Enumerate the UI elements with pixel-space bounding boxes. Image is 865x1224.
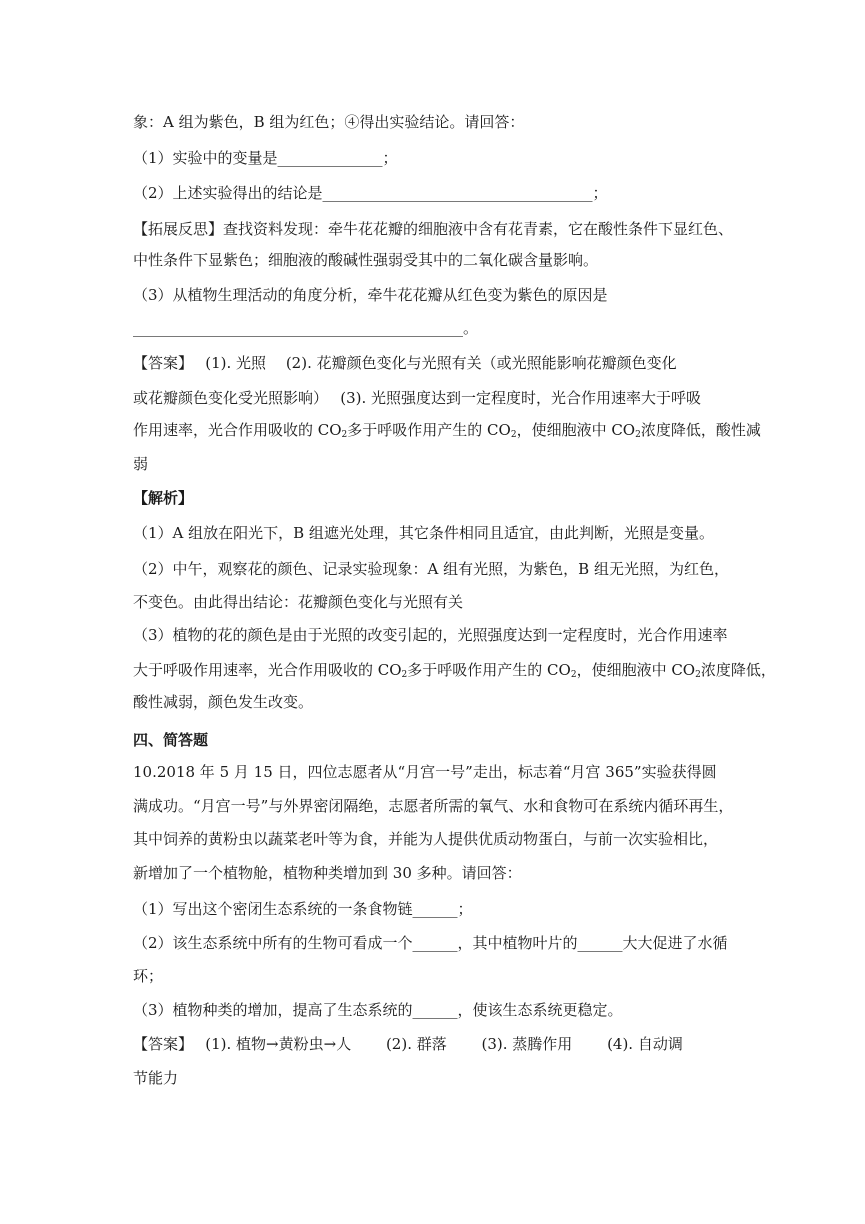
text-segment: 浓度降低， <box>700 661 776 679</box>
subscript: 2 <box>570 670 577 680</box>
answer-line: 【答案】 (1). 植物→黄粉虫→人 (2). 群落 (3). 蒸腾作用 (4). 自动调 <box>133 1035 683 1053</box>
text-segment: 浓度降低，酸性减 <box>640 421 761 439</box>
question-text: 其中饲养的黄粉虫以蔬菜老叶等为食，并能为人提供优质动物蛋白，与前一次实验相比， <box>133 830 719 848</box>
text-segment: ，使细胞液中 CO <box>576 661 696 679</box>
analysis-line: （2）中午，观察花的颜色、记录实验现象：A 组有光照，为紫色，B 组无光照，为红色， <box>133 560 729 578</box>
question-2: （2）上述实验得出的结论是____________________________________； <box>133 184 608 202</box>
sub-question-3: （3）植物种类的增加，提高了生态系统的______，使该生态系统更稳定。 <box>133 1001 623 1019</box>
text-line: 象：A 组为紫色，B 组为红色；④得出实验结论。请回答： <box>133 113 525 131</box>
answer-line: 节能力 <box>133 1069 179 1087</box>
text-segment: ，使细胞液中 CO <box>516 421 636 439</box>
text-line: 【拓展反思】查找资料发现：牵牛花花瓣的细胞液中含有花青素，它在酸性条件下显红色、 <box>133 220 734 238</box>
subscript: 2 <box>510 430 517 440</box>
question-1: （1）实验中的变量是______________； <box>133 149 398 167</box>
text-segment: 多于呼吸作用产生的 CO <box>407 661 571 679</box>
subscript: 2 <box>635 430 641 440</box>
question-text: 满成功。“月宫一号”与外界密闭隔绝，志愿者所需的氧气、水和食物可在系统内循环再生， <box>133 797 734 815</box>
subscript: 2 <box>401 670 408 680</box>
text-segment: 作用速率，光合作用吸收的 CO <box>133 421 342 439</box>
subscript: 2 <box>695 670 701 680</box>
sub-question-2: （2）该生态系统中所有的生物可看成一个______，其中植物叶片的______大大促进了水循 <box>133 934 728 952</box>
question-3: （3）从植物生理活动的角度分析，牵牛花花瓣从红色变为紫色的原因是 <box>133 286 608 304</box>
analysis-line: （3）植物的花的颜色是由于光照的改变引起的，光照强度达到一定程度时，光合作用速率 <box>133 626 728 644</box>
subscript: 2 <box>341 430 348 440</box>
analysis-line: 不变色。由此得出结论：花瓣颜色变化与光照有关 <box>133 593 464 611</box>
analysis-line <box>133 660 776 680</box>
answer-line <box>133 420 761 440</box>
sub-question-2-cont: 环； <box>133 967 164 985</box>
text-line: 中性条件下显紫色；细胞液的酸碱性强弱受其中的二氧化碳含量影响。 <box>133 251 599 269</box>
question-10: 10.2018 年 5 月 15 日，四位志愿者从“月宫一号”走出，标志着“月宫 365”实验获得圆 <box>133 763 717 781</box>
answer-blank: ____________________________________________。 <box>133 319 479 337</box>
text-segment: 大于呼吸作用速率，光合作用吸收的 CO <box>133 661 402 679</box>
question-text: 新增加了一个植物舱，植物种类增加到 30 多种。请回答： <box>133 864 522 882</box>
section-heading: 四、简答题 <box>133 731 209 749</box>
sub-question-1: （1）写出这个密闭生态系统的一条食物链______； <box>133 900 473 918</box>
analysis-line: （1）A 组放在阳光下，B 组遮光处理，其它条件相同且适宜，由此判断，光照是变量。 <box>133 524 714 542</box>
answer-line: 【答案】 (1). 光照 (2). 花瓣颜色变化与光照有关（或光照能影响花瓣颜色变化 <box>133 354 677 372</box>
answer-line: 弱 <box>133 455 149 473</box>
answer-line: 或花瓣颜色变化受光照影响） (3). 光照强度达到一定程度时，光合作用速率大于呼吸 <box>133 389 702 407</box>
analysis-line: 酸性减弱，颜色发生改变。 <box>133 693 314 711</box>
text-segment: 多于呼吸作用产生的 CO <box>347 421 511 439</box>
analysis-heading: 【解析】 <box>133 489 194 507</box>
